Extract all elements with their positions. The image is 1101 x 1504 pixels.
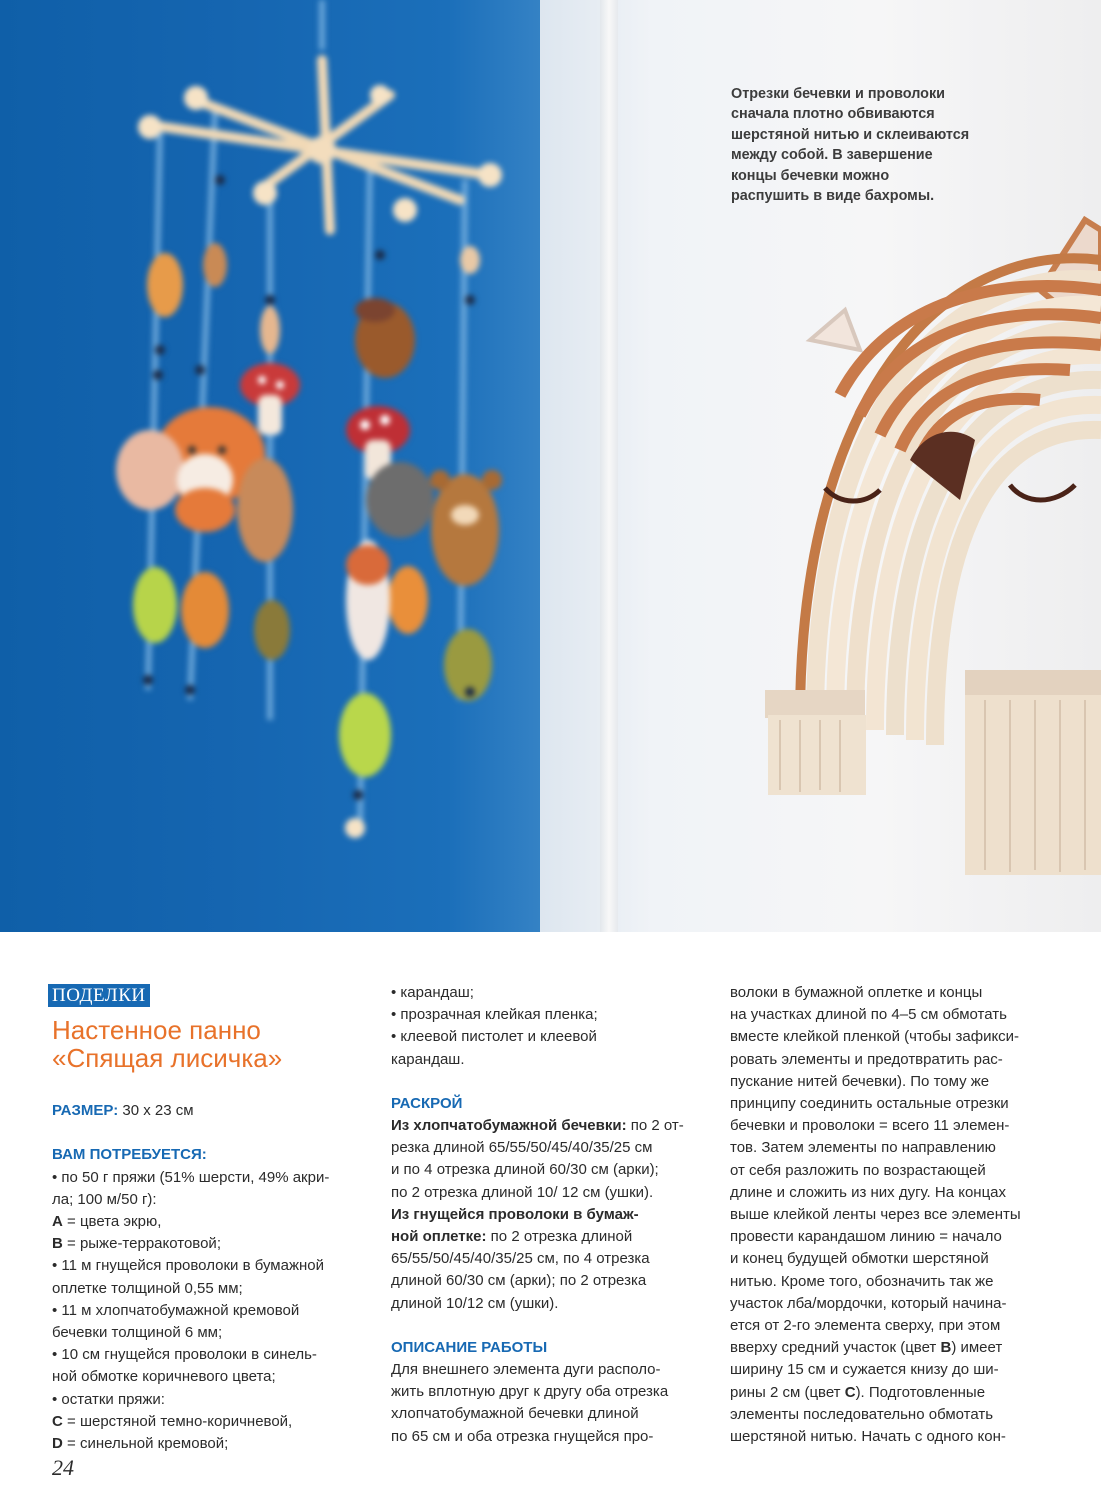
text-line: 65/55/50/45/40/35/25 см, по 4 отрезка xyxy=(391,1250,650,1268)
photo-caption xyxy=(731,84,991,206)
text-line: провести карандашом линию = начало xyxy=(730,1228,1002,1246)
text-line: • прозрачная клейкая пленка; xyxy=(391,1006,598,1024)
text-line: шерстяной нитью. Начать с одного кон- xyxy=(730,1428,1006,1446)
article-title xyxy=(52,1016,364,1072)
caption-line: шерстяной нитью и склеиваются xyxy=(731,126,970,143)
text-line: Из гнущейся проволоки в бумаж- xyxy=(391,1205,639,1223)
text-line: B = рыже-терракотовой; xyxy=(52,1235,221,1253)
text-line: на участках длиной по 4–5 см обмотать xyxy=(730,1006,1007,1024)
text-line: жить вплотную друг к другу оба отрезка xyxy=(391,1383,669,1401)
size-value: 30 х 23 см xyxy=(118,1102,194,1120)
cutting-text xyxy=(391,1115,703,1315)
title-line-1: Настенное панно xyxy=(52,1015,261,1046)
door-edge xyxy=(600,0,618,932)
caption-line: между собой. В завершение xyxy=(731,147,933,164)
text-line: хлопчатобумажной бечевки длиной xyxy=(391,1405,639,1423)
text-line: • клеевой пистолет и клеевой xyxy=(391,1028,597,1046)
text-line: принципу соединить остальные отрезки xyxy=(730,1095,1009,1113)
text-line: и по 4 отрезка длиной 60/30 см (арки); xyxy=(391,1161,659,1179)
size-line xyxy=(52,1100,364,1122)
text-line: длиной 60/30 см (арки); по 2 отрезка xyxy=(391,1272,647,1290)
text-line: Для внешнего элемента дуги располо- xyxy=(391,1361,661,1379)
text-line: рины 2 см (цвет C). Подготовленные xyxy=(730,1383,986,1401)
work-heading: ОПИСАНИЕ РАБОТЫ xyxy=(391,1338,548,1356)
materials-list xyxy=(52,1167,364,1456)
tools-list xyxy=(391,982,703,1071)
caption-line: сначала плотно обвиваются xyxy=(731,106,935,123)
felt-mobile-illustration xyxy=(0,0,560,932)
text-line: по 65 см и оба отрезка гнущейся про- xyxy=(391,1427,654,1445)
column-2 xyxy=(391,982,703,1448)
text-line: ровать элементы и предотвратить рас- xyxy=(730,1050,1003,1068)
text-line: C = шерстяной темно-коричневой, xyxy=(52,1412,293,1430)
text-line: нитью. Кроме того, обозначить так же xyxy=(730,1272,994,1290)
text-line: Из хлопчатобумажной бечевки: по 2 от- xyxy=(391,1117,684,1135)
text-line: • остатки пряжи: xyxy=(52,1390,165,1408)
text-line: длине и сложить из них дугу. На концах xyxy=(730,1183,1007,1201)
text-line: от себя разложить по возрастающей xyxy=(730,1161,986,1179)
text-line: оплетке толщиной 0,55 мм; xyxy=(52,1279,243,1297)
text-line: карандаш. xyxy=(391,1050,465,1068)
title-line-2: «Спящая лисичка» xyxy=(52,1043,283,1074)
caption-line: концы бечевки можно xyxy=(731,167,890,184)
materials-heading: ВАМ ПОТРЕБУЕТСЯ: xyxy=(52,1146,207,1164)
text-line: • 11 м гнущейся проволоки в бумажной xyxy=(52,1257,324,1275)
text-line: ширину 15 см и сужается книзу до ши- xyxy=(730,1361,999,1379)
text-line: и конец будущей обмотки шерстяной xyxy=(730,1250,989,1268)
size-label: РАЗМЕР: xyxy=(52,1102,119,1120)
page-number: 24 xyxy=(52,1455,74,1480)
sleeping-fox-panel-illustration xyxy=(740,200,1101,900)
text-line: вверху средний участок (цвет B) имеет xyxy=(730,1339,1003,1357)
text-line: пускание нитей бечевки). По тому же xyxy=(730,1072,990,1090)
cutting-heading: РАСКРОЙ xyxy=(391,1094,463,1112)
text-line: по 2 отрезка длиной 10/ 12 см (ушки). xyxy=(391,1183,654,1201)
caption-line: Отрезки бечевки и проволоки xyxy=(731,86,946,102)
text-line: волоки в бумажной оплетке и концы xyxy=(730,984,983,1001)
text-line: резка длиной 65/55/50/45/40/35/25 см xyxy=(391,1139,653,1157)
text-line: • 10 см гнущейся проволоки в синель- xyxy=(52,1346,317,1364)
text-line: D = синельной кремовой; xyxy=(52,1435,229,1453)
text-line: бечевки толщиной 6 мм; xyxy=(52,1324,223,1342)
work-text xyxy=(391,1359,703,1448)
text-line: вместе клейкой пленкой (чтобы зафикси- xyxy=(730,1028,1020,1046)
caption-line: распушить в виде бахромы. xyxy=(731,188,935,205)
text-line: длиной 10/12 см (ушки). xyxy=(391,1294,559,1312)
text-line: • карандаш; xyxy=(391,984,474,1001)
text-line: элементы последовательно обмотать xyxy=(730,1405,994,1423)
text-line: • по 50 г пряжи (51% шерсти, 49% акри- xyxy=(52,1168,330,1186)
section-rubric: ПОДЕЛКИ xyxy=(48,984,150,1007)
text-line: участок лба/мордочки, который начина- xyxy=(730,1294,1007,1312)
text-line: выше клейкой ленты через все элементы xyxy=(730,1206,1021,1224)
text-line: ла; 100 м/50 г): xyxy=(52,1190,157,1208)
text-line: ется от 2-го элемента сверху, при этом xyxy=(730,1317,1001,1335)
work-text-continued xyxy=(730,982,1060,1448)
text-line: ной оплетке: по 2 отрезка длиной xyxy=(391,1228,633,1246)
column-1 xyxy=(52,982,364,1455)
text-line: A = цвета экрю, xyxy=(52,1213,162,1231)
text-line: бечевки и проволоки = всего 11 элемен- xyxy=(730,1117,1010,1135)
text-line: тов. Затем элементы по направлению xyxy=(730,1139,996,1157)
text-line: • 11 м хлопчатобумажной кремовой xyxy=(52,1301,300,1319)
text-line: ной обмотке коричневого цвета; xyxy=(52,1368,276,1386)
column-3 xyxy=(730,982,1060,1448)
